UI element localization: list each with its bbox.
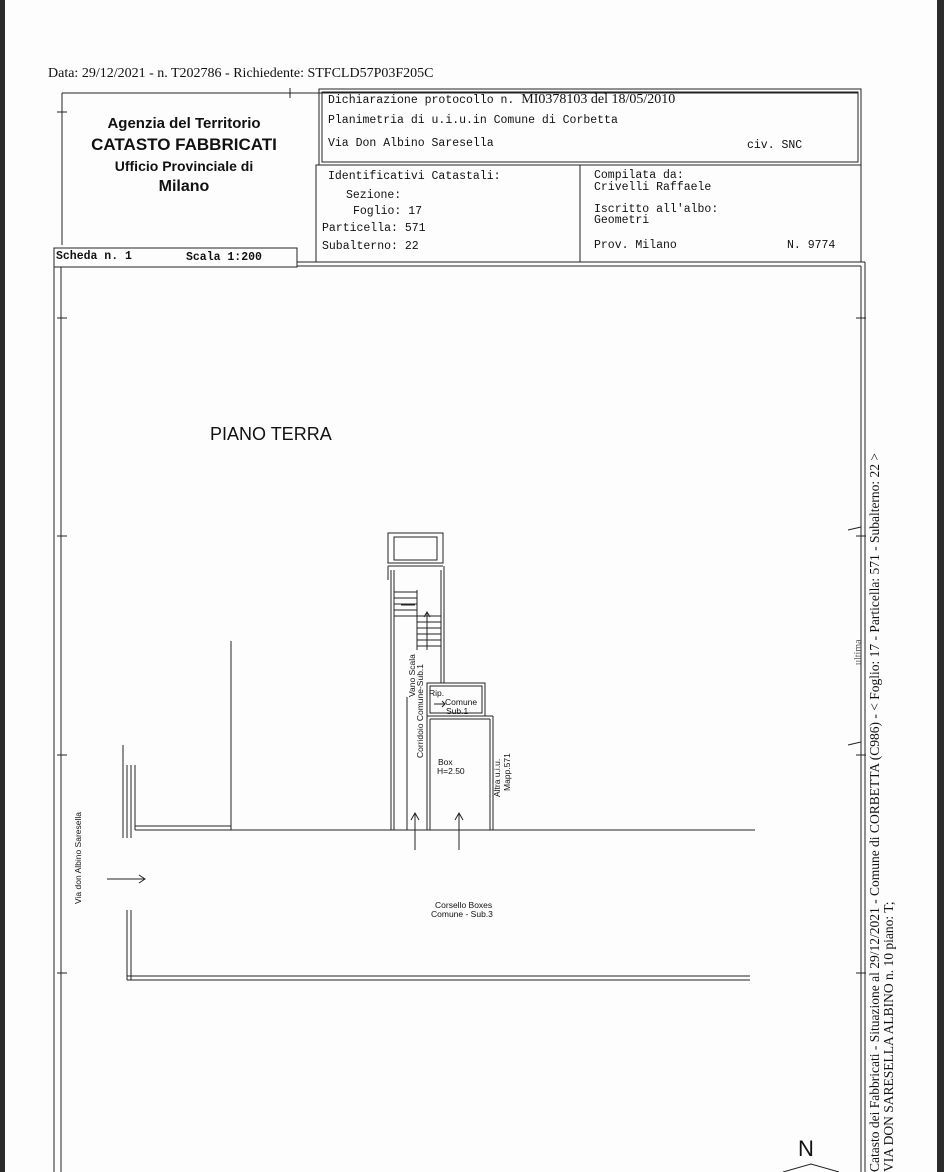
floor-title: PIANO TERRA xyxy=(210,424,332,444)
identifiers-particella: Particella: 571 xyxy=(322,222,426,235)
declaration-civ: civ. SNC xyxy=(747,139,803,152)
north-label: N xyxy=(798,1136,814,1161)
compiler-title: Compilata da: xyxy=(594,169,684,182)
declaration-line1 xyxy=(328,92,675,108)
identifiers-subalterno: Subalterno: 22 xyxy=(322,240,419,253)
corridoio-label: Corridoio Comune-Sub.1 xyxy=(415,663,425,758)
office-label: Ufficio Provinciale di xyxy=(114,158,254,175)
box-label: Box xyxy=(438,757,453,767)
corsello-label: Corsello Boxes xyxy=(435,900,493,910)
compiler-name: Crivelli Raffaele xyxy=(594,181,712,194)
declaration-line2: Planimetria di u.i.u.in Comune di Corbetta xyxy=(328,114,618,127)
scan-mark xyxy=(848,527,861,530)
compiler-number: N. 9774 xyxy=(787,239,836,252)
compiler-albo: Geometri xyxy=(594,214,650,227)
stair-treads xyxy=(394,590,441,650)
catasto-title: CATASTO FABBRICATI xyxy=(91,135,277,155)
comune-sub1-sublabel: Sub.1 xyxy=(446,706,469,716)
compiler-province: Prov. Milano xyxy=(594,239,677,252)
scheda-scale: Scala 1:200 xyxy=(186,251,262,264)
comune-sub1-label: Comune xyxy=(445,697,478,707)
side-address-line: VIA DON SARESELLA ALBINO n. 10 piano: T; xyxy=(881,901,896,1172)
box-height-label: H=2.50 xyxy=(437,766,465,776)
protocol-number: MI0378103 del 18/05/2010 xyxy=(521,92,676,107)
cadastral-document-page xyxy=(5,0,937,1172)
agency-block xyxy=(65,114,303,198)
compiler-albo-title: Iscritto all'albo: xyxy=(594,203,719,216)
north-arrow-icon xyxy=(783,1164,839,1172)
agency-name: Agenzia del Territorio xyxy=(107,115,261,132)
entry-arrows xyxy=(107,701,463,883)
request-header: Data: 29/12/2021 - n. T202786 - Richiedente: STFCLD57P03F205C xyxy=(48,66,434,81)
side-situation-line: Catasto dei Fabbricati - Situazione al 29/12/2021 - Comune di CORBETTA (C986) - < Foglio: 17 - Particella: 571 - Subalterno: 22 > xyxy=(867,452,882,1172)
office-city: Milano xyxy=(158,178,210,196)
scheda-number: Scheda n. 1 xyxy=(56,250,132,263)
declaration-prefix: Dichiarazione protocollo n. xyxy=(328,94,515,107)
identifiers-title: Identificativi Catastali: xyxy=(328,170,501,183)
street-label: Via don Albino Saresella xyxy=(73,812,83,904)
side-stamp: ultima xyxy=(853,639,864,665)
rip-label: Rip. xyxy=(429,688,445,698)
scan-mark xyxy=(848,742,861,745)
declaration-street: Via Don Albino Saresella xyxy=(328,137,494,150)
corsello-sublabel: Comune - Sub.3 xyxy=(431,909,493,919)
altra-mapp-label: Mapp.571 xyxy=(502,753,512,791)
vano-scala-label: Vano Scala xyxy=(407,654,417,697)
stair-top-box-inner xyxy=(394,537,437,560)
identifiers-foglio: Foglio: 17 xyxy=(353,205,423,218)
identifiers-sezione: Sezione: xyxy=(346,189,402,202)
altra-uiu-label: Altra u.i.u. xyxy=(492,758,502,797)
